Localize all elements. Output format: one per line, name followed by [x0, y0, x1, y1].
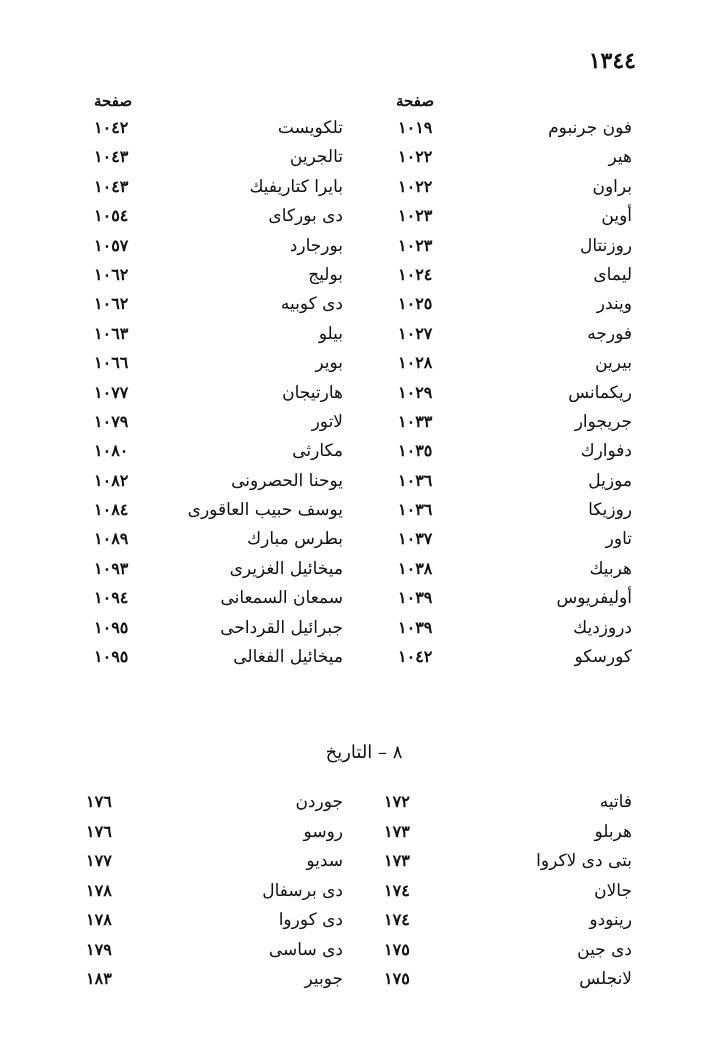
entry-name: بيرين	[595, 353, 632, 374]
entry-name: ويندر	[596, 294, 632, 315]
entry-name: يوحنا الحصرونى	[231, 470, 343, 491]
table-row	[0, 792, 728, 822]
table-row	[0, 441, 728, 470]
entry-page: ١٨٣	[86, 969, 112, 988]
entry-page: ١٠٣٦	[398, 500, 433, 520]
table-row	[0, 647, 728, 676]
entry-name: تاور	[605, 529, 632, 550]
entry-page: ١٧٥	[384, 969, 410, 988]
entry-name: ريكمانس	[568, 382, 632, 403]
table-row	[0, 294, 728, 323]
entry-page: ١٠٩٤	[94, 588, 129, 608]
entry-name: كورسكو	[574, 647, 632, 668]
entry-page: ١٧٩	[86, 939, 112, 959]
entry-page: ١٠١٩	[398, 118, 433, 137]
entry-name: ميخائيل الغزيرى	[229, 558, 343, 579]
entry-name: سديو	[306, 851, 343, 871]
entry-name: أوليفريوس	[556, 588, 632, 609]
entry-name: هربلو	[594, 821, 632, 842]
entry-page: ١٠٢٧	[398, 323, 433, 343]
entry-page: ١٠٩٥	[94, 617, 129, 637]
table-row	[0, 969, 728, 999]
table-row	[0, 500, 728, 529]
table-row	[0, 910, 728, 940]
entry-name: فاتيه	[599, 792, 632, 812]
table-row	[0, 353, 728, 382]
entry-page: ١٠٣٨	[398, 558, 433, 578]
entry-page: ١٠٨٤	[94, 500, 129, 520]
table-row	[0, 529, 728, 558]
entry-name: موزيل	[588, 470, 632, 491]
entry-name: فورجه	[587, 323, 632, 344]
entry-name: جريجوار	[574, 411, 632, 432]
history-table	[0, 792, 728, 999]
entry-page: ١٠٦٣	[94, 323, 129, 343]
entry-page: ١٠٣٦	[398, 470, 433, 490]
entry-page: ١٧٦	[86, 792, 112, 811]
entry-name: دفوارك	[580, 441, 632, 462]
entry-name: بطرس مبارك	[247, 529, 343, 550]
entry-page: ١٠٢٤	[398, 264, 433, 284]
entry-name: هربيك	[589, 558, 632, 579]
entry-name: دى كوبيه	[280, 294, 343, 315]
entry-page: ١٠٢٩	[398, 382, 433, 402]
entry-name: ليماى	[593, 264, 632, 285]
entry-page: ١٠٨٩	[94, 529, 129, 549]
entry-name: بوير	[315, 353, 343, 374]
table-row	[0, 588, 728, 617]
entry-name: بورجارد	[289, 235, 343, 256]
entry-page: ١٠٤٢	[398, 647, 433, 667]
table-row	[0, 147, 728, 176]
entry-page: ١٠٩٣	[94, 558, 129, 578]
entry-name: ميخائيل الفغالى	[233, 647, 343, 668]
entry-page: ١٠٢٢	[398, 147, 433, 167]
entry-name: روزنتال	[579, 235, 632, 256]
entry-page: ١٧٨	[86, 880, 112, 900]
entry-name: دى بوركاى	[268, 206, 343, 227]
entry-page: ١٠٤٢	[94, 118, 129, 137]
entry-name: براون	[592, 176, 632, 197]
table-row	[0, 471, 728, 500]
entry-name: بيلو	[318, 323, 343, 344]
entry-page: ١٧٧	[86, 851, 112, 870]
entry-page: ١٧٥	[384, 939, 410, 959]
table-row	[0, 881, 728, 911]
page-number: ١٣٤٤	[588, 48, 636, 74]
entry-name: تالجرين	[289, 147, 343, 168]
table-row	[0, 851, 728, 881]
entry-page: ١٧٣	[384, 821, 410, 841]
entry-name: بوليج	[308, 264, 343, 285]
entry-name: يوسف حبيب العاقورى	[187, 500, 343, 521]
entry-page: ١٠٨٢	[94, 470, 129, 490]
entry-name: رينودو	[589, 910, 632, 930]
entry-name: روزيكا	[588, 500, 632, 521]
table-row	[0, 206, 728, 235]
entry-page: ١٠٩٥	[94, 647, 129, 667]
entry-page: ١٠٤٣	[94, 147, 129, 167]
table-row	[0, 940, 728, 970]
entry-name: لاتور	[311, 411, 343, 432]
entry-name: أوين	[601, 206, 632, 227]
entry-page: ١٧٢	[384, 792, 410, 811]
entry-page: ١٠٢٢	[398, 176, 433, 196]
entry-name: فون جرنبوم	[548, 118, 632, 138]
entry-page: ١٧٣	[384, 851, 410, 870]
table-row	[0, 822, 728, 852]
entry-name: سمعان السمعانى	[220, 588, 343, 609]
entry-name: هارتيجان	[282, 382, 343, 403]
entry-name: جوبير	[304, 969, 343, 989]
entry-name: روسو	[303, 821, 343, 842]
entry-name: تلكويست	[277, 118, 343, 138]
entry-page: ١٠٧٧	[94, 382, 129, 402]
entry-name: دى ساسى	[268, 939, 343, 960]
entry-page: ١٠٥٧	[94, 235, 129, 255]
entry-name: جالان	[594, 880, 632, 901]
table-row	[0, 383, 728, 412]
entry-page: ١٠٣٧	[398, 529, 433, 549]
entry-page: ١٠٣٩	[398, 617, 433, 637]
entry-page: ١٠٣٣	[398, 411, 433, 431]
entry-page: ١٠٤٣	[94, 176, 129, 196]
entry-page: ١٧٨	[86, 910, 112, 929]
entry-name: دى برسفال	[262, 880, 343, 901]
entry-page: ١٠٢٣	[398, 235, 433, 255]
table-row	[0, 412, 728, 441]
entry-name: دروزديك	[573, 617, 632, 638]
column-header-right: صفحة	[396, 92, 435, 110]
entry-name: جبرائيل القرداحى	[220, 617, 343, 638]
entry-page: ١٠٥٤	[94, 206, 129, 226]
section-title: ٨ – التاريخ	[325, 742, 403, 763]
table-row	[0, 236, 728, 265]
entry-page: ١٠٧٩	[94, 411, 129, 431]
entry-name: مكارثى	[292, 441, 343, 462]
entry-page: ١٠٨٠	[94, 441, 129, 461]
entry-page: ١٧٤	[384, 880, 410, 900]
table-row	[0, 265, 728, 294]
column-header-left: صفحة	[94, 92, 133, 110]
entry-name: هير	[608, 147, 632, 168]
table-row	[0, 618, 728, 647]
entry-page: ١٠٣٥	[398, 441, 433, 461]
entry-name: لانجلس	[579, 969, 632, 989]
entry-page: ١٧٤	[384, 910, 410, 929]
table-row	[0, 177, 728, 206]
entry-page: ١٠٢٨	[398, 353, 433, 373]
entry-name: بتى دى لاكروا	[536, 851, 632, 871]
entry-page: ١٠٦٦	[94, 353, 129, 373]
entry-name: جوردن	[295, 792, 343, 812]
entry-name: دى كوروا	[278, 910, 343, 930]
entry-page: ١٧٦	[86, 821, 112, 841]
table-row	[0, 559, 728, 588]
index-table	[0, 118, 728, 676]
entry-name: دى جين	[577, 939, 632, 960]
table-row	[0, 324, 728, 353]
entry-name: بايرا كتاريفيك	[249, 176, 343, 197]
entry-page: ١٠٣٩	[398, 588, 433, 608]
table-row	[0, 118, 728, 147]
entry-page: ١٠٢٣	[398, 206, 433, 226]
entry-page: ١٠٦٢	[94, 264, 129, 284]
entry-page: ١٠٦٢	[94, 294, 129, 314]
entry-page: ١٠٢٥	[398, 294, 433, 314]
